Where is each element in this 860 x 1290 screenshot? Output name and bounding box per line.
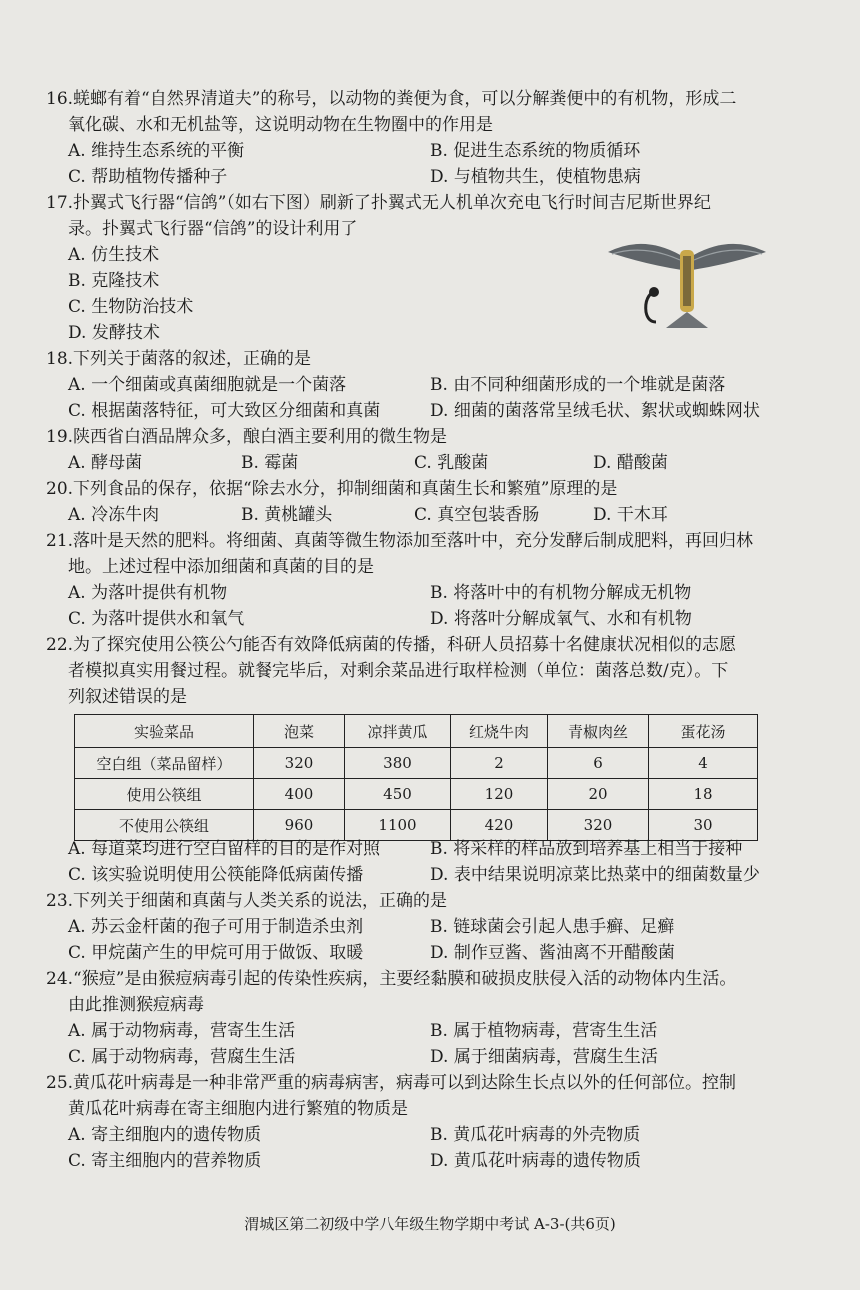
question-21-stem-cont: 地。上述过程中添加细菌和真菌的目的是: [68, 557, 374, 577]
question-24-stem-cont: 由此推测猴痘病毒: [68, 995, 204, 1015]
question-16-stem-cont: 氧化碳、水和无机盐等，这说明动物在生物圈中的作用是: [68, 115, 493, 135]
q23-option-c: C. 甲烷菌产生的甲烷可用于做饭、取暖: [68, 943, 364, 963]
q24-option-b: B. 属于植物病毒，营寄生生活: [430, 1021, 658, 1041]
q19-option-d: D. 醋酸菌: [593, 453, 668, 473]
table-header: 凉拌黄瓜: [345, 715, 451, 748]
q18-option-c: C. 根据菌落特征，可大致区分细菌和真菌: [68, 401, 381, 421]
q24-option-d: D. 属于细菌病毒，营腐生生活: [430, 1047, 658, 1067]
table-cell: 320: [254, 748, 345, 779]
q17-option-d: D. 发酵技术: [68, 323, 160, 343]
q23-option-a: A. 苏云金杆菌的孢子可用于制造杀虫剂: [68, 917, 364, 937]
question-25-stem-cont: 黄瓜花叶病毒在寄主细胞内进行繁殖的物质是: [68, 1099, 408, 1119]
table-row: [75, 810, 758, 841]
q20-option-b: B. 黄桃罐头: [241, 505, 333, 525]
q22-option-a: A. 每道菜均进行空白留样的目的是作对照: [68, 839, 381, 859]
question-18-stem: 18.下列关于菌落的叙述，正确的是: [46, 349, 312, 369]
q20-option-a: A. 冷冻牛肉: [68, 505, 160, 525]
table-cell: 6: [548, 748, 649, 779]
q23-option-b: B. 链球菌会引起人患手癣、足癣: [430, 917, 675, 937]
question-23-stem: 23.下列关于细菌和真菌与人类关系的说法，正确的是: [46, 891, 448, 911]
q25-option-a: A. 寄主细胞内的遗传物质: [68, 1125, 262, 1145]
table-cell: 不使用公筷组: [75, 810, 254, 841]
q21-option-b: B. 将落叶中的有机物分解成无机物: [430, 583, 692, 603]
table-header-row: [75, 715, 758, 748]
table-cell: 450: [345, 779, 451, 810]
question-21-stem: 21.落叶是天然的肥料。将细菌、真菌等微生物添加至落叶中，充分发酵后制成肥料，再回归林: [46, 531, 754, 551]
table-cell: 使用公筷组: [75, 779, 254, 810]
q19-option-a: A. 酵母菌: [68, 453, 143, 473]
question-25-stem: 25.黄瓜花叶病毒是一种非常严重的病毒病害，病毒可以到达除生长点以外的任何部位。控制: [46, 1073, 737, 1093]
question-24-stem: 24.“猴痘”是由猴痘病毒引起的传染性疾病，主要经黏膜和破损皮肤侵入活的动物体内生活。: [46, 969, 737, 989]
q18-option-a: A. 一个细菌或真菌细胞就是一个菌落: [68, 375, 347, 395]
q24-option-c: C. 属于动物病毒，营腐生生活: [68, 1047, 296, 1067]
q21-option-c: C. 为落叶提供水和氧气: [68, 609, 245, 629]
q20-option-c: C. 真空包装香肠: [414, 505, 540, 525]
q19-option-c: C. 乳酸菌: [414, 453, 489, 473]
q17-option-c: C. 生物防治技术: [68, 297, 194, 317]
q25-option-b: B. 黄瓜花叶病毒的外壳物质: [430, 1125, 641, 1145]
question-22-stem: 22.为了探究使用公筷公勺能否有效降低病菌的传播，科研人员招募十名健康状况相似的志愿: [46, 635, 737, 655]
q20-option-d: D. 干木耳: [593, 505, 668, 525]
table-header: 青椒肉丝: [548, 715, 649, 748]
table-cell: 400: [254, 779, 345, 810]
flapping-drone-image: [604, 236, 770, 336]
q18-option-b: B. 由不同种细菌形成的一个堆就是菌落: [430, 375, 726, 395]
results-table: [74, 714, 758, 841]
table-cell: 380: [345, 748, 451, 779]
q17-option-b: B. 克隆技术: [68, 271, 160, 291]
q21-option-d: D. 将落叶分解成氧气、水和有机物: [430, 609, 692, 629]
q18-option-d: D. 细菌的菌落常呈绒毛状、絮状或蜘蛛网状: [430, 401, 760, 421]
table-cell: 420: [451, 810, 548, 841]
q22-option-c: C. 该实验说明使用公筷能降低病菌传播: [68, 865, 364, 885]
page-footer: 渭城区第二初级中学八年级生物学期中考试 A-3-(共6页): [244, 1215, 616, 1233]
q22-option-b: B. 将采样的样品放到培养基上相当于接种: [430, 839, 743, 859]
table-cell: 20: [548, 779, 649, 810]
q25-option-c: C. 寄主细胞内的营养物质: [68, 1151, 262, 1171]
table-cell: 320: [548, 810, 649, 841]
q21-option-a: A. 为落叶提供有机物: [68, 583, 228, 603]
question-20-stem: 20.下列食品的保存，依据“除去水分，抑制细菌和真菌生长和繁殖”原理的是: [46, 479, 618, 499]
table-cell: 30: [649, 810, 758, 841]
table-header: 泡菜: [254, 715, 345, 748]
q24-option-a: A. 属于动物病毒，营寄生生活: [68, 1021, 296, 1041]
q22-option-d: D. 表中结果说明凉菜比热菜中的细菌数量少: [430, 865, 760, 885]
question-19-stem: 19.陕西省白酒品牌众多，酿白酒主要利用的微生物是: [46, 427, 448, 447]
table-cell: 18: [649, 779, 758, 810]
table-header: 红烧牛肉: [451, 715, 548, 748]
question-16-stem: 16.蜣螂有着“自然界清道夫”的称号，以动物的粪便为食，可以分解粪便中的有机物，形成二: [46, 89, 737, 109]
q17-option-a: A. 仿生技术: [68, 245, 160, 265]
q16-option-a: A. 维持生态系统的平衡: [68, 141, 245, 161]
q19-option-b: B. 霉菌: [241, 453, 299, 473]
question-17-stem: 17.扑翼式飞行器“信鸽”（如右下图）刷新了扑翼式无人机单次充电飞行时间吉尼斯世界纪: [46, 193, 711, 213]
question-22-stem-cont: 者模拟真实用餐过程。就餐完毕后，对剩余菜品进行取样检测（单位：菌落总数/克）。下: [68, 661, 729, 681]
table-row: [75, 779, 758, 810]
table-cell: 120: [451, 779, 548, 810]
q16-option-c: C. 帮助植物传播种子: [68, 167, 228, 187]
question-17-stem-cont: 录。扑翼式飞行器“信鸽”的设计利用了: [68, 219, 358, 239]
table-cell: 4: [649, 748, 758, 779]
table-cell: 空白组（菜品留样）: [75, 748, 254, 779]
table-cell: 2: [451, 748, 548, 779]
table-cell: 1100: [345, 810, 451, 841]
q16-option-d: D. 与植物共生，使植物患病: [430, 167, 641, 187]
q25-option-d: D. 黄瓜花叶病毒的遗传物质: [430, 1151, 641, 1171]
q23-option-d: D. 制作豆酱、酱油离不开醋酸菌: [430, 943, 675, 963]
question-22-stem-cont2: 列叙述错误的是: [68, 687, 187, 707]
table-cell: 960: [254, 810, 345, 841]
table-header: 实验菜品: [75, 715, 254, 748]
q16-option-b: B. 促进生态系统的物质循环: [430, 141, 641, 161]
table-row: [75, 748, 758, 779]
table-header: 蛋花汤: [649, 715, 758, 748]
